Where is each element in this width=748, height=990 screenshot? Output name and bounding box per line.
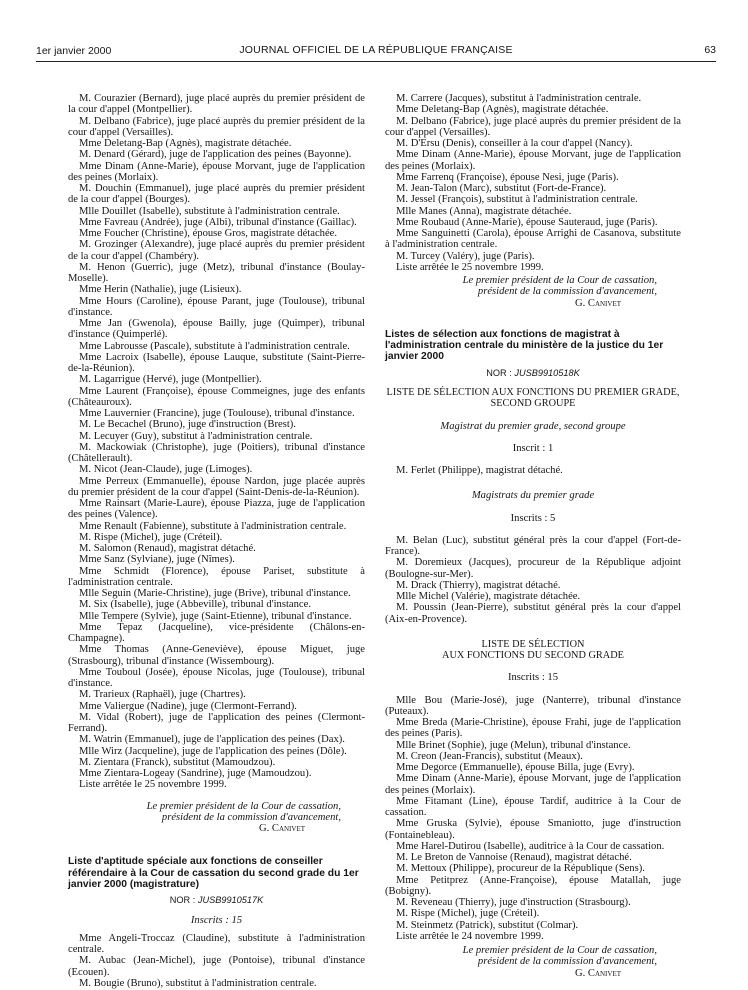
left-entry-list — [68, 93, 365, 779]
list-entry: Mme Roubaud (Anne-Marie), épouse Sauteraud, juge (Paris). — [396, 216, 658, 228]
inscrits-count: Inscrit : 1 — [512, 442, 554, 454]
section-heading: Listes de sélection aux fonctions de magistrat à l'administration centrale du ministère de la justice du 1er janvier 2000 — [385, 328, 664, 363]
left-column — [68, 93, 365, 989]
list-entry: Mme Tepaz (Jacqueline), vice-présidente (Châlons-en-Champagne). — [68, 621, 365, 644]
list-entry: Mme Deletang-Bap (Agnès), magistrate détachée. — [396, 104, 609, 116]
list-entry: Mme Favreau (Andrée), juge (Albi), tribunal d'instance (Gaillac). — [79, 216, 357, 228]
list-entry: M. Vidal (Robert), juge de l'application des peines (Clermont-Ferrand). — [68, 711, 365, 734]
list-entry: M. Zientara (Franck), substitut (Mamoudzou). — [79, 756, 276, 768]
nor-label: NOR : — [169, 895, 196, 906]
list-entry: Mme Touboul (Josée), épouse Nicolas, juge (Toulouse), tribunal d'instance. — [68, 666, 365, 689]
list-entry: Mlle Manes (Anna), magistrate détachée. — [396, 205, 572, 217]
list-entry: M. Rispe (Michel), juge (Créteil). — [396, 908, 540, 920]
list-entry: M. Grozinger (Alexandre), juge placé auprès du premier président de la cour d'appel (Chambéry). — [68, 239, 365, 262]
list-entry: Mme Gruska (Sylvie), épouse Smaniotto, juge d'instruction (Fontainebleau). — [385, 818, 681, 841]
signature-subtitle: président de la commission d'avancement, — [161, 811, 341, 823]
signature-title: Le premier président de la Cour de cassation, — [146, 800, 341, 812]
list-entry: Mme Farrenq (Françoise), épouse Nesi, juge (Paris). — [396, 171, 619, 183]
list-entry: Mme Harel-Dutirou (Isabelle), auditrice à la Cour de cassation. — [396, 840, 665, 852]
list-entry: M. Watrin (Emmanuel), juge de l'application des peines (Dax). — [79, 734, 345, 746]
list-entry: Mlle Seguin (Marie-Christine), juge (Brive), tribunal d'instance. — [79, 588, 351, 599]
inscrits-count: Inscrits : 15 — [190, 914, 243, 926]
list-entry: Mme Foucher (Christine), épouse Gros, magistrate détachée. — [79, 228, 337, 239]
list-entry: M. Lagarrigue (Hervé), juge (Montpellier). — [79, 374, 262, 386]
list-entry: M. Mackowiak (Christophe), juge (Poitiers), tribunal d'instance (Châtellerault). — [68, 441, 365, 464]
page-number: 63 — [704, 44, 716, 56]
left-entry-list-2 — [68, 933, 365, 989]
list-entry: Mme Renault (Fabienne), substitute à l'administration centrale. — [79, 520, 347, 532]
list-entry: Mlle Brinet (Sophie), juge (Melun), tribunal d'instance. — [396, 739, 631, 751]
list-entry: Mlle Douillet (Isabelle), substitute à l'administration centrale. — [79, 205, 340, 217]
list-closing: Liste arrêtée le 25 novembre 1999. — [79, 779, 227, 791]
list-entry: M. Steinmetz (Patrick), substitut (Colmar). — [396, 919, 579, 931]
nor-label: NOR : — [486, 367, 512, 378]
list-entry: M. Le Breton de Vannoise (Renaud), magistrat détaché. — [396, 852, 632, 864]
group-1-list — [385, 465, 681, 476]
list-title-line2: SECOND GROUPE — [490, 398, 576, 410]
list-title: LISTE DE SÉLECTION AUX FONCTIONS DU PREMIER GRADE, — [386, 387, 680, 399]
signature-block — [385, 945, 681, 979]
list-entry: M. Poussin (Jean-Pierre), substitut général près la cour d'appel (Aix-en-Provence). — [385, 602, 681, 625]
signature-block — [385, 275, 681, 309]
nor-reference — [68, 895, 365, 906]
list-entry: M. Doremieux (Jacques), procureur de la République adjoint (Boulogne-sur-Mer). — [385, 557, 681, 580]
list-entry: M. Reveneau (Thierry), juge d'instruction (Strasbourg). — [396, 897, 631, 909]
list-entry: Mme Dinam (Anne-Marie), épouse Morvant, juge de l'application des peines (Morlaix). — [68, 160, 365, 183]
list-entry: Mme Sanguinetti (Carola), épouse Arrighi de Casanova, substitute à l'administration centrale. — [385, 228, 681, 251]
list-title: LISTE DE SÉLECTION — [481, 638, 585, 650]
signature-title: Le premier président de la Cour de cassation, — [462, 275, 657, 286]
list-entry: Mme Angeli-Troccaz (Claudine), substitute à l'administration centrale. — [68, 932, 365, 956]
right-entry-list — [385, 93, 681, 262]
list-entry: M. Lecuyer (Guy), substitut à l'administration centrale. — [79, 430, 313, 442]
header-rule — [36, 61, 716, 62]
list-entry: Mme Herin (Nathalie), juge (Lisieux). — [79, 284, 242, 296]
list-entry: M. Ferlet (Philippe), magistrat détaché. — [396, 465, 563, 477]
list-entry: Mme Hours (Caroline), épouse Parant, juge (Toulouse), tribunal d'instance. — [68, 295, 365, 318]
list-entry: Mme Petitprez (Anne-Françoise), épouse Matallah, juge (Bobigny). — [385, 874, 681, 897]
section-heading: Liste d'aptitude spéciale aux fonctions de conseiller référendaire à la Cour de cassation du second grade du 1er janvier 2000 (magistrature) — [68, 856, 359, 890]
signature-name: G. Canivet — [574, 967, 621, 979]
list-entry: M. Six (Isabelle), juge (Abbeville), tribunal d'instance. — [79, 599, 311, 611]
list-entry: M. Aubac (Jean-Michel), juge (Pontoise), tribunal d'instance (Ecouen). — [68, 955, 365, 978]
list-entry: Mme Jan (Gwenola), épouse Bailly, juge (Quimper), tribunal d'instance (Quimperlé). — [68, 318, 365, 341]
list-entry: Mme Labrousse (Pascale), substitute à l'administration centrale. — [79, 340, 350, 352]
list-title-line2: AUX FONCTIONS DU SECOND GRADE — [442, 650, 624, 662]
list-entry: M. Henon (Guerric), juge (Metz), tribunal d'instance (Boulay-Moselle). — [68, 261, 365, 284]
list-entry: M. Trarieux (Raphaël), juge (Chartres). — [79, 689, 246, 701]
signature-block — [68, 801, 365, 835]
journal-title: JOURNAL OFFICIEL DE LA RÉPUBLIQUE FRANÇAISE — [239, 44, 513, 56]
list-entry: M. Creon (Jean-Francis), substitut (Meaux). — [396, 750, 583, 762]
inscrits-count: Inscrits : 15 — [507, 672, 559, 684]
list-entry: M. Mettoux (Philippe), procureur de la République (Sens). — [396, 863, 645, 875]
nor-reference — [385, 368, 681, 379]
list-entry: Mlle Bou (Marie-José), juge (Nanterre), tribunal d'instance (Puteaux). — [385, 694, 681, 717]
nor-code: JUSB9910518K — [514, 367, 580, 378]
list-entry: Mme Breda (Marie-Christine), épouse Frahi, juge de l'application des peines (Paris). — [385, 717, 681, 740]
nor-code: JUSB9910517K — [197, 895, 264, 906]
signature-subtitle: président de la commission d'avancement, — [477, 956, 657, 968]
list-entry: Mme Valiergue (Nadine), juge (Clermont-Ferrand). — [79, 700, 297, 712]
list-entry: Mme Rainsart (Marie-Laure), épouse Piazza, juge de l'application des peines (Valence). — [68, 498, 365, 521]
list-entry: M. Denard (Gérard), juge de l'application des peines (Bayonne). — [79, 149, 352, 161]
signature-subtitle: président de la commission d'avancement, — [477, 286, 657, 298]
group-3-list — [385, 695, 681, 931]
list-entry: M. Douchin (Emmanuel), juge placé auprès du premier président de la cour d'appel (Bourges). — [68, 183, 365, 206]
list-entry: M. Salomon (Renaud), magistrat détaché. — [79, 543, 256, 554]
list-entry: Mme Dinam (Anne-Marie), épouse Morvant, juge de l'application des peines (Morlaix). — [385, 773, 681, 796]
list-entry: M. Delbano (Fabrice), juge placé auprès du premier président de la cour d'appel (Versailles). — [385, 115, 681, 138]
list-entry: Mme Schmidt (Florence), épouse Pariset, substitute à l'administration centrale. — [68, 565, 365, 588]
list-entry: Mme Lauvernier (Francine), juge (Toulouse), tribunal d'instance. — [79, 408, 355, 419]
list-entry: Mme Lacroix (Isabelle), épouse Lauque, substitute (Saint-Pierre-de-la-Réunion). — [68, 351, 365, 374]
group-2-list — [385, 535, 681, 625]
list-closing: Liste arrêtée le 24 novembre 1999. — [396, 930, 544, 942]
list-entry: M. Bougie (Bruno), substitut à l'administration centrale. — [79, 977, 317, 989]
list-entry: M. Courazier (Bernard), juge placé auprès du premier président de la cour d'appel (Montpellier). — [68, 93, 365, 116]
list-entry: M. Nicot (Jean-Claude), juge (Limoges). — [79, 464, 253, 476]
signature-name: G. Canivet — [574, 297, 621, 309]
signature-title: Le premier président de la Cour de cassation, — [462, 945, 657, 957]
list-entry: M. Rispe (Michel), juge (Créteil). — [79, 531, 223, 543]
list-entry: Mlle Michel (Valérie), magistrate détachée. — [396, 591, 581, 603]
list-entry: Mme Deletang-Bap (Agnès), magistrate détachée. — [79, 138, 292, 149]
list-entry: Mme Sanz (Sylviane), juge (Nîmes). — [79, 554, 235, 566]
list-entry: M. Drack (Thierry), magistrat détaché. — [396, 579, 561, 591]
list-entry: Mme Fitamant (Line), épouse Tardif, auditrice à la Cour de cassation. — [385, 795, 681, 819]
inscrits-count: Inscrits : 5 — [510, 512, 556, 524]
list-entry: M. Turcey (Valéry), juge (Paris). — [396, 250, 535, 262]
list-entry: Mme Zientara-Logeay (Sandrine), juge (Mamoudzou). — [79, 768, 312, 779]
list-entry: M. Belan (Luc), substitut général près la cour d'appel (Fort-de-France). — [385, 534, 681, 558]
list-entry: Mlle Wirz (Jacqueline), juge de l'application des peines (Dôle). — [79, 745, 347, 757]
list-entry: Mme Dinam (Anne-Marie), épouse Morvant, juge de l'application des peines (Morlaix). — [385, 149, 681, 172]
list-entry: Mme Laurent (Françoise), épouse Commeignes, juge des enfants (Châteauroux). — [68, 385, 365, 408]
grade-subheading: Magistrats du premier grade — [471, 490, 595, 502]
list-entry: Mme Degorce (Emmanuelle), épouse Billa, juge (Evry). — [396, 762, 635, 774]
header-date: 1er janvier 2000 — [36, 45, 112, 57]
list-entry: M. Delbano (Fabrice), juge placé auprès du premier président de la cour d'appel (Versailles). — [68, 115, 365, 138]
right-column — [385, 93, 681, 979]
list-entry: Mlle Tempere (Sylvie), juge (Saint-Etienne), tribunal d'instance. — [79, 610, 352, 622]
list-entry: M. Jessel (François), substitut à l'administration centrale. — [396, 194, 638, 206]
list-closing: Liste arrêtée le 25 novembre 1999. — [396, 261, 544, 273]
grade-subheading: Magistrat du premier grade, second groupe — [440, 420, 626, 432]
list-entry: M. Carrere (Jacques), substitut à l'administration centrale. — [396, 93, 642, 104]
page-header — [36, 44, 716, 60]
list-entry: Mme Thomas (Anne-Geneviève), épouse Miguet, juge (Strasbourg), tribunal d'instance (Wissembourg). — [68, 644, 365, 667]
list-entry: M. D'Ersu (Denis), conseiller à la cour d'appel (Nancy). — [396, 138, 633, 149]
signature-name: G. Canivet — [258, 823, 305, 835]
list-entry: Mme Perreux (Emmanuelle), épouse Nardon, juge placée auprès du premier président de la cour d'appel (Saint-Denis-de-la-Réunion). — [68, 475, 365, 498]
list-entry: M. Jean-Talon (Marc), substitut (Fort-de-France). — [396, 183, 607, 194]
list-entry: M. Le Becachel (Bruno), juge d'instruction (Brest). — [79, 419, 296, 431]
